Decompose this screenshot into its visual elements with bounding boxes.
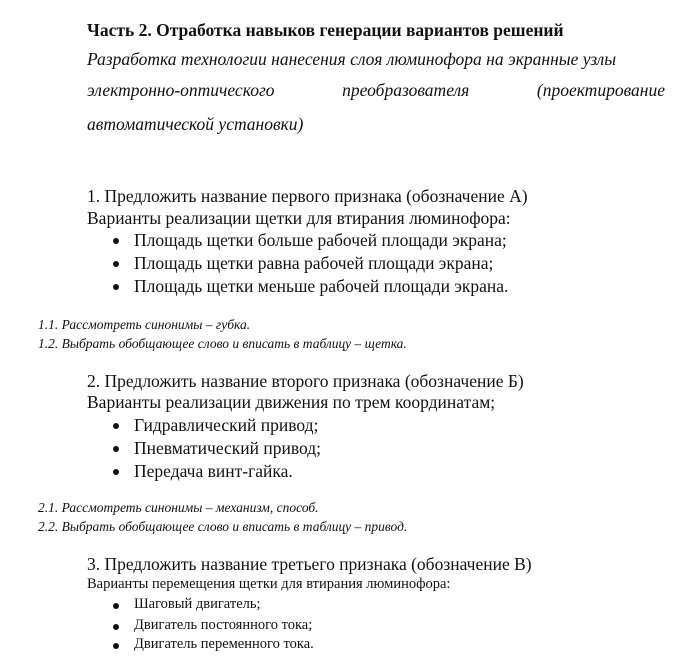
bullet-icon	[113, 469, 119, 475]
page-title: Часть 2. Отработка навыков генерации вариантов решений	[87, 20, 564, 40]
section-2-title: 2. Предложить название второго признака (обозначение Б)	[87, 371, 524, 391]
section-1-note-2: 1.2. Выбрать обобщающее слово и вписать в таблицу – щетка.	[38, 336, 407, 351]
subtitle-word: электронно-оптического	[87, 80, 275, 100]
bullet-icon	[113, 284, 119, 290]
bullet-icon	[113, 603, 119, 609]
section-1-note-1: 1.1. Рассмотреть синонимы – губка.	[38, 317, 251, 332]
section-3-intro: Варианты перемещения щетки для втирания люминофора:	[87, 576, 451, 592]
section-1-title: 1. Предложить название первого признака (обозначение А)	[87, 186, 528, 206]
bullet-icon	[113, 423, 119, 429]
section-2-intro: Варианты реализации движения по трем координатам;	[87, 392, 496, 412]
section-2-bullet-2: Пневматический привод;	[134, 438, 322, 458]
section-1-intro: Варианты реализации щетки для втирания люминофора:	[87, 208, 511, 228]
subtitle-line-2	[87, 80, 665, 101]
subtitle-line-3: автоматической установки)	[87, 114, 304, 134]
bullet-icon	[113, 261, 119, 267]
section-2-bullet-1: Гидравлический привод;	[134, 415, 319, 435]
section-2-note-2: 2.2. Выбрать обобщающее слово и вписать в таблицу – привод.	[38, 519, 408, 534]
section-3-bullet-1: Шаговый двигатель;	[134, 596, 261, 612]
subtitle-word: (проектирование	[536, 80, 665, 100]
subtitle-word: преобразователя	[342, 80, 470, 100]
bullet-icon	[113, 238, 119, 244]
section-3-bullet-2: Двигатель постоянного тока;	[134, 617, 313, 633]
section-3-title: 3. Предложить название третьего признака (обозначение В)	[87, 554, 532, 574]
section-3-bullet-3: Двигатель переменного тока.	[134, 636, 314, 652]
section-2-note-1: 2.1. Рассмотреть синонимы – механизм, способ.	[38, 500, 319, 515]
bullet-icon	[113, 446, 119, 452]
section-2-bullet-3: Передача винт-гайка.	[134, 461, 293, 481]
bullet-icon	[113, 624, 119, 630]
subtitle-line-1: Разработка технологии нанесения слоя люминофора на экранные узлы	[87, 49, 617, 69]
section-1-bullet-1: Площадь щетки больше рабочей площади экрана;	[134, 230, 507, 250]
section-1-bullet-2: Площадь щетки равна рабочей площади экрана;	[134, 253, 494, 273]
bullet-icon	[113, 643, 119, 649]
section-1-bullet-3: Площадь щетки меньше рабочей площади экрана.	[134, 276, 509, 296]
